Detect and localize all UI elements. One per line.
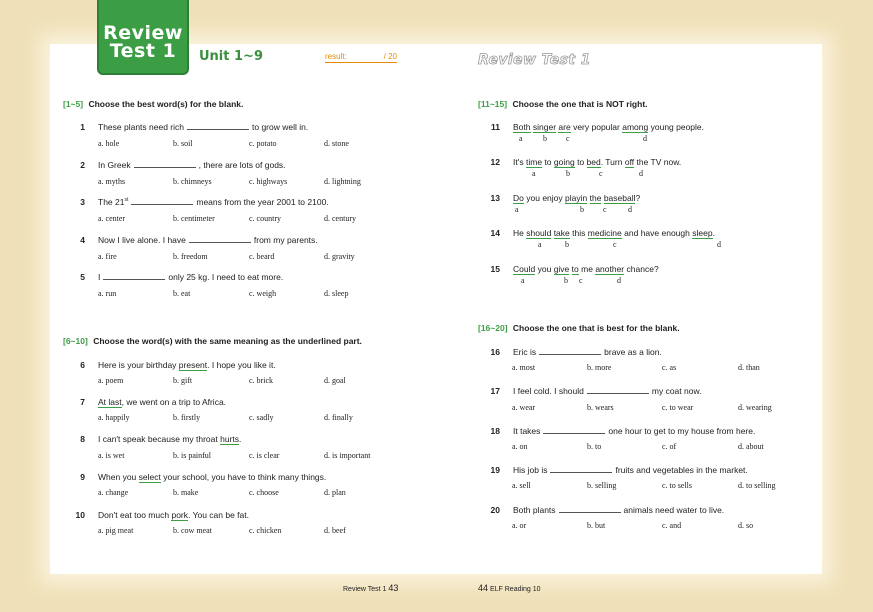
stem-pre: In Greek (98, 160, 131, 170)
footer-left-label: Review Test 1 (343, 586, 387, 593)
section-title: Choose the word(s) with the same meaning as the underlined part. (93, 336, 362, 346)
option-d-word[interactable]: off (624, 157, 635, 167)
question-number: 3 (80, 197, 85, 207)
option-b[interactable]: b. selling (587, 481, 617, 490)
section-title: Choose the one that is best for the blank. (512, 323, 680, 333)
stem-pre: When you (98, 472, 137, 482)
right-page-title: Review Test 1 (478, 52, 591, 68)
label-d: d (628, 205, 632, 214)
option-d[interactable]: d. sleep (324, 289, 349, 298)
option-c[interactable]: c. highways (249, 177, 288, 186)
option-c[interactable]: c. sadly (249, 413, 274, 422)
option-a[interactable]: a. happily (98, 413, 130, 422)
option-b[interactable]: b. make (173, 488, 199, 497)
option-d[interactable]: d. beef (324, 526, 346, 535)
option-d-word[interactable]: another (595, 264, 625, 274)
option-a[interactable]: a. center (98, 214, 126, 223)
label-a: a (538, 240, 542, 249)
question-number: 6 (80, 360, 85, 370)
option-a[interactable]: a. wear (512, 403, 536, 412)
option-a-word[interactable]: Both (513, 122, 531, 132)
stem-post: from my parents. (253, 235, 318, 245)
option-a[interactable]: a. is wet (98, 451, 125, 460)
option-a[interactable]: a. most (512, 363, 536, 372)
result-total: / 20 (383, 52, 397, 61)
option-a[interactable]: a. hole (98, 139, 120, 148)
option-c[interactable]: c. is clear (249, 451, 280, 460)
stem-pre: I can't speak because my throat (98, 434, 218, 444)
answer-blank[interactable] (103, 279, 165, 280)
option-d[interactable]: d. lightning (324, 177, 361, 186)
underlined-word: hurts (220, 434, 240, 444)
stem-post: only 25 kg. I need to eat more. (168, 272, 284, 282)
stem-post: one hour to get to my house from here. (608, 426, 756, 436)
option-b-word[interactable]: take (553, 228, 570, 238)
answer-blank[interactable] (131, 204, 193, 205)
plain-text: chance? (626, 264, 659, 274)
option-a[interactable]: a. fire (98, 252, 117, 261)
stem-post: fruits and vegetables in the market. (615, 465, 748, 475)
answer-blank[interactable] (134, 167, 196, 168)
question-number: 11 (491, 122, 500, 132)
plain-text: . (712, 228, 715, 238)
option-b[interactable]: b. more (587, 363, 612, 372)
page-number-left: 43 (388, 583, 399, 593)
option-d[interactable]: d. goal (324, 376, 346, 385)
plain-text: It's (513, 157, 524, 167)
option-a[interactable]: a. myths (98, 177, 126, 186)
option-a-word[interactable]: Could (513, 264, 536, 274)
stem-pre: Here is your birthday (98, 360, 177, 370)
option-a-word[interactable]: Do (513, 193, 524, 203)
answer-blank[interactable] (550, 472, 612, 473)
label-c: c (566, 134, 570, 143)
answer-blank[interactable] (587, 393, 649, 394)
section-range: [16~20] (478, 323, 508, 333)
badge-line2: Test 1 (109, 40, 177, 62)
section-range: [11~15] (478, 99, 508, 109)
footer-left (343, 583, 398, 593)
question-number: 1 (80, 122, 85, 132)
label-a: a (519, 134, 523, 143)
option-b[interactable]: b. to (587, 442, 602, 451)
option-b[interactable]: b. wears (587, 403, 614, 412)
plain-text: this (572, 228, 586, 238)
question-number: 12 (490, 157, 500, 167)
answer-blank[interactable] (187, 129, 249, 130)
answer-blank[interactable] (189, 242, 251, 243)
section-title: Choose the one that is NOT right. (512, 99, 648, 109)
ordinal-suffix: st (124, 197, 129, 204)
stem-post: . (239, 434, 242, 444)
plain-text: ? (635, 193, 641, 203)
stem-pre: Both plants (513, 505, 556, 515)
option-c[interactable]: c. to sells (662, 481, 692, 490)
label-c: c (579, 276, 583, 285)
stem-pre: I feel cold. I should (513, 386, 584, 396)
plain-text: you (537, 264, 552, 274)
section-1-heading (63, 99, 243, 109)
option-c-word[interactable]: bed (586, 157, 601, 167)
option-d[interactable]: d. so (738, 521, 754, 530)
option-c[interactable]: c. beard (249, 252, 275, 261)
option-c[interactable]: c. weigh (249, 289, 277, 298)
option-c[interactable]: c. as (662, 363, 677, 372)
badge-line1: Review (103, 22, 183, 44)
option-c[interactable]: c. and (662, 521, 682, 530)
question-number: 13 (490, 193, 500, 203)
option-d[interactable]: d. gravity (324, 252, 355, 261)
option-d-word[interactable]: among (622, 122, 649, 132)
plain-text: to (544, 157, 552, 167)
option-a-word[interactable]: should (526, 228, 552, 238)
section-range: [1~5] (63, 99, 84, 109)
stem-post: . I hope you like it. (207, 360, 276, 370)
stem-pre: Don't eat too much (98, 510, 170, 520)
section-3-heading (478, 99, 648, 109)
option-b[interactable]: b. chimneys (173, 177, 212, 186)
answer-blank[interactable] (539, 354, 601, 355)
stem-post: to grow well in. (252, 122, 309, 132)
option-c[interactable]: c. chicken (249, 526, 282, 535)
option-d[interactable]: d. plan (324, 488, 346, 497)
label-d: d (639, 169, 643, 178)
option-a[interactable]: a. pig meat (98, 526, 134, 535)
option-a[interactable]: a. or (512, 521, 527, 530)
footer-right-label: ELF Reading 10 (489, 586, 541, 593)
label-a: a (532, 169, 536, 178)
stem-pre: The 21 (98, 197, 125, 207)
label-c: c (603, 205, 607, 214)
option-c-word[interactable]: the (589, 193, 602, 203)
review-test-badge (97, 0, 189, 75)
option-d[interactable]: d. finally (324, 413, 353, 422)
underlined-word: present (178, 360, 208, 370)
option-c[interactable]: c. to wear (662, 403, 694, 412)
stem-post: . You can be fat. (188, 510, 249, 520)
question-number: 4 (80, 235, 85, 245)
label-d: d (617, 276, 621, 285)
result-score-field[interactable] (325, 52, 397, 63)
option-b[interactable]: b. centimeter (173, 214, 215, 223)
option-a-word[interactable]: time (525, 157, 543, 167)
option-a[interactable]: a. change (98, 488, 129, 497)
option-b-word[interactable]: give (553, 264, 570, 274)
label-b: b (543, 134, 547, 143)
stem-post: brave as a lion. (604, 347, 662, 357)
question-number: 17 (490, 386, 500, 396)
underlined-word: At last (98, 397, 122, 407)
plain-text: to (577, 157, 585, 167)
stem-post: means from the year 2001 to 2100. (196, 197, 329, 207)
answer-blank[interactable] (543, 433, 605, 434)
underlined-word: pork (171, 510, 189, 520)
label-b: b (565, 240, 569, 249)
page-number-right: 44 (478, 583, 489, 593)
plain-text: and have enough (624, 228, 690, 238)
option-c[interactable]: c. of (662, 442, 677, 451)
option-b[interactable]: b. is painful (173, 451, 211, 460)
option-d[interactable]: d. than (738, 363, 760, 372)
label-b: b (580, 205, 584, 214)
option-b[interactable]: b. but (587, 521, 606, 530)
question-number: 7 (80, 397, 85, 407)
plain-text: very popular (573, 122, 620, 132)
option-c[interactable]: c. potato (249, 139, 277, 148)
stem-post: , we went on a trip to Africa. (121, 397, 227, 407)
question-number: 5 (80, 272, 85, 282)
question-number: 20 (490, 505, 500, 515)
option-b[interactable]: b. soil (173, 139, 193, 148)
option-b[interactable]: b. freedom (173, 252, 208, 261)
option-b-word[interactable]: playin (565, 193, 588, 203)
stem-pre: Now I live alone. I have (98, 235, 186, 245)
plain-text: young people. (650, 122, 705, 132)
label-d: d (643, 134, 647, 143)
label-a: a (515, 205, 519, 214)
plain-text: . Turn (600, 157, 623, 167)
option-c[interactable]: c. brick (249, 376, 273, 385)
label-c: c (613, 240, 617, 249)
stem-pre: It takes (513, 426, 541, 436)
section-range: [6~10] (63, 336, 88, 346)
footer-right (478, 583, 541, 593)
option-c[interactable]: c. choose (249, 488, 279, 497)
plain-text: the TV now. (636, 157, 682, 167)
stem-post: , there are lots of gods. (198, 160, 286, 170)
option-a[interactable]: a. on (512, 442, 528, 451)
section-title: Choose the best word(s) for the blank. (88, 99, 244, 109)
unit-range: Unit 1~9 (199, 49, 263, 64)
stem-post: animals need water to live. (623, 505, 725, 515)
answer-blank[interactable] (559, 512, 621, 513)
question-number: 18 (490, 426, 500, 436)
option-c-word[interactable]: are (558, 122, 571, 132)
question-number: 2 (80, 160, 85, 170)
question-number: 15 (490, 264, 500, 274)
option-c[interactable]: c. country (249, 214, 281, 223)
question-number: 14 (490, 228, 500, 238)
option-a[interactable]: a. poem (98, 376, 124, 385)
stem-pre: I (98, 272, 101, 282)
option-d[interactable]: d. century (324, 214, 356, 223)
stem-post: my coat now. (651, 386, 702, 396)
option-d[interactable]: d. is important (324, 451, 371, 460)
option-d[interactable]: d. about (738, 442, 764, 451)
option-d-word[interactable]: baseball (603, 193, 636, 203)
label-c: c (599, 169, 603, 178)
label-d: d (717, 240, 721, 249)
question-number: 16 (490, 347, 500, 357)
stem-pre: Eric is (513, 347, 537, 357)
question-number: 10 (75, 510, 85, 520)
option-a[interactable]: a. run (98, 289, 117, 298)
option-b[interactable]: b. gift (173, 376, 193, 385)
stem-pre: These plants need rich (98, 122, 184, 132)
question-number: 8 (80, 434, 85, 444)
label-b: b (564, 276, 568, 285)
option-b[interactable]: b. cow meat (173, 526, 212, 535)
stem-post: your school, you have to think many things. (163, 472, 327, 482)
option-d[interactable]: d. wearing (738, 403, 772, 412)
question-number: 9 (80, 472, 85, 482)
option-b[interactable]: b. eat (173, 289, 191, 298)
option-b-word[interactable]: going (553, 157, 575, 167)
section-2-heading (63, 336, 362, 346)
option-b-word[interactable]: singer (532, 122, 557, 132)
stem-pre: His job is (513, 465, 548, 475)
question-number: 19 (490, 465, 500, 475)
label-a: a (521, 276, 525, 285)
plain-text: you enjoy (526, 193, 563, 203)
label-b: b (566, 169, 570, 178)
option-d-word[interactable]: sleep (692, 228, 713, 238)
option-d[interactable]: d. to selling (738, 481, 776, 490)
option-b[interactable]: b. firstly (173, 413, 201, 422)
option-c-word[interactable]: medicine (587, 228, 622, 238)
option-d[interactable]: d. stone (324, 139, 349, 148)
result-label: result: (325, 52, 347, 61)
option-c-word[interactable]: to (571, 264, 579, 274)
plain-text: He (513, 228, 524, 238)
plain-text: me (581, 264, 593, 274)
section-4-heading (478, 323, 680, 333)
option-a[interactable]: a. sell (512, 481, 531, 490)
underlined-word: select (138, 472, 161, 482)
